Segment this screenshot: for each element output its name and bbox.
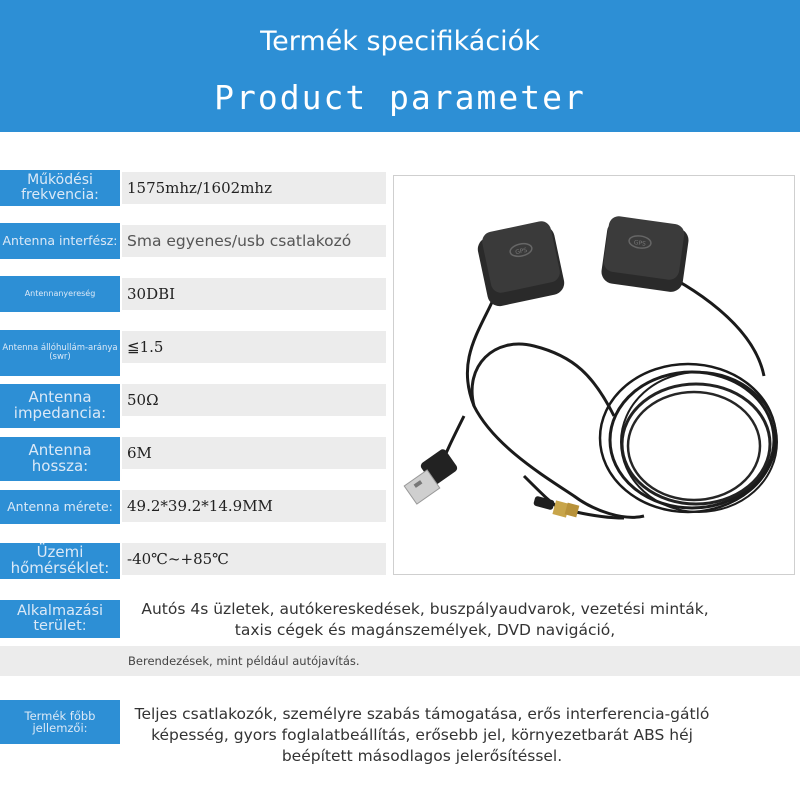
gps-antenna-right xyxy=(600,215,690,293)
spec-label: Üzemi hőmérséklet: xyxy=(0,543,120,579)
usb-plug xyxy=(404,448,459,504)
gps-antenna-illustration xyxy=(394,176,794,574)
title-hungarian: Termék specifikációk xyxy=(260,26,540,57)
features-label: Termék főbb jellemzői: xyxy=(0,700,120,744)
spec-value-bg xyxy=(122,437,386,469)
spec-value-bg xyxy=(122,331,386,363)
spec-value: 50Ω xyxy=(127,391,159,409)
features-text: Teljes csatlakozók, személyre szabás támogatása, erős interferencia-gátló képesség, gyors foglalatbeállítás, erősebb jel, környezetbarát ABS héj beépített másodlagos jelerősítéssel. xyxy=(134,705,710,765)
spec-value-bg xyxy=(122,384,386,416)
spec-value-bg xyxy=(122,278,386,310)
spec-value: -40℃~+85℃ xyxy=(127,550,229,568)
spec-value-bg xyxy=(122,543,386,575)
spec-label: Antennanyereség xyxy=(0,276,120,312)
spec-value-bg xyxy=(122,172,386,204)
gps-antenna-left xyxy=(476,219,567,308)
spec-label: Antenna állóhullám-aránya (swr) xyxy=(0,330,120,376)
application-note: Berendezések, mint például autójavítás. xyxy=(128,654,360,668)
spec-value: ≦1.5 xyxy=(127,338,164,356)
spec-label: Antenna interfész: xyxy=(0,223,120,259)
product-photo xyxy=(393,175,795,575)
spec-value: 30DBI xyxy=(127,285,176,303)
application-label: Alkalmazási terület: xyxy=(0,600,120,638)
spec-label: Antenna hossza: xyxy=(0,437,120,481)
spec-value-bg xyxy=(122,490,386,522)
application-text: Autós 4s üzletek, autókereskedések, buszpályaudvarok, vezetési minták, taxis cégek és magánszemélyek, DVD navigáció, xyxy=(141,600,709,639)
spec-label: Működési frekvencia: xyxy=(0,170,120,206)
spec-label: Antenna mérete: xyxy=(0,490,120,524)
spec-value: 6M xyxy=(127,444,152,462)
spec-label: Antenna impedancia: xyxy=(0,384,120,428)
header-banner xyxy=(0,0,800,132)
spec-value: 49.2*39.2*14.9MM xyxy=(127,497,273,515)
spec-value: Sma egyenes/usb csatlakozó xyxy=(127,232,352,250)
application-note-bg xyxy=(0,646,800,676)
spec-value-bg xyxy=(122,225,386,257)
spec-value: 1575mhz/1602mhz xyxy=(127,179,272,197)
gps-badge-left: GPS xyxy=(514,246,528,257)
sma-connector xyxy=(533,496,579,518)
gps-badge-right: GPS xyxy=(633,239,647,248)
title-english: Product parameter xyxy=(214,78,586,117)
